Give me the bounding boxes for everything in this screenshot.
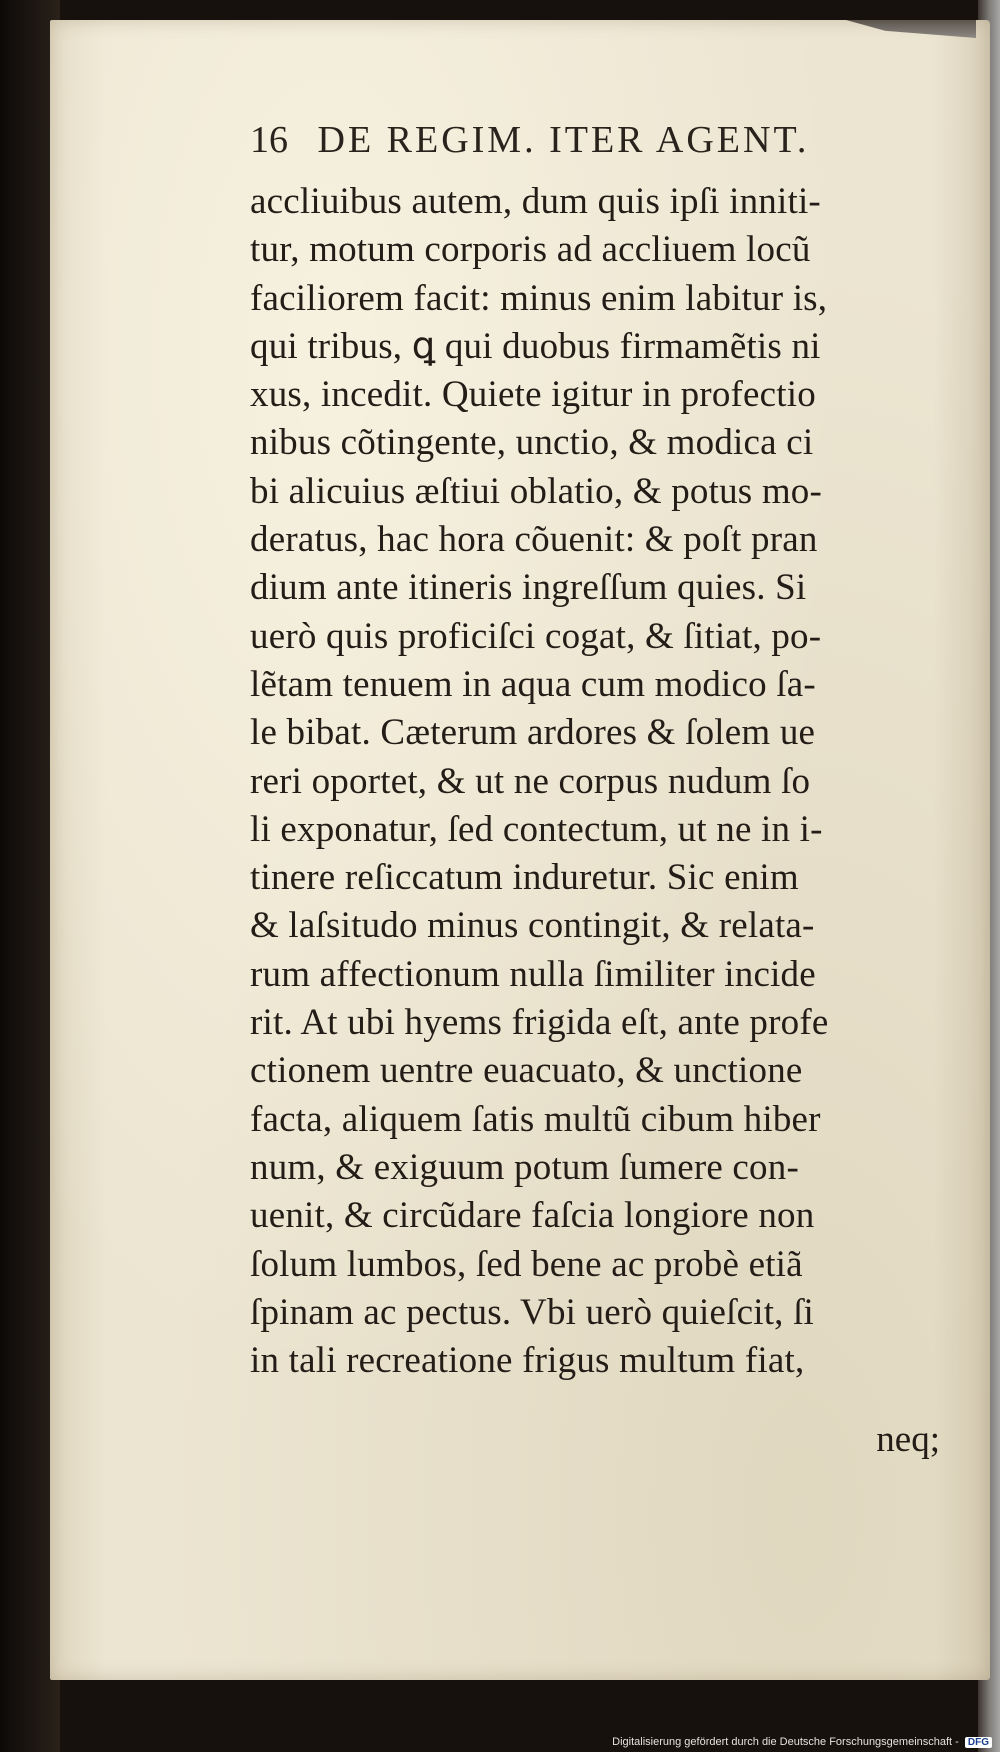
text-line: reri oportet, & ut ne corpus nudum ſo [250,760,811,802]
text-line: facta, aliquem ſatis multũ cibum hiber [250,1098,821,1140]
text-line: rit. At ubi hyems frigida eſt, ante profe [250,1002,829,1044]
text-line: ctionem uentre euacuato, & unctione [250,1050,803,1092]
text-line: num, & exiguum potum ſumere con- [250,1146,799,1188]
text-line: lẽtam tenuem in aqua cum modico ſa- [250,663,816,705]
text-line: uerò quis proficiſci cogat, & ſitiat, po- [250,615,822,657]
text-line: xus, incedit. Quiete igitur in profectio [250,374,816,416]
text-line: rum affectionum nulla ſimiliter incide [250,953,816,995]
running-head [250,118,930,162]
running-title: DE REGIM. ITER AGENT. [317,119,810,161]
text-line: uenit, & circũdare faſcia longiore non [250,1195,815,1237]
digitization-credit [612,1736,992,1748]
dfg-logo: DFG [965,1737,992,1748]
text-line: & laſsitudo minus contingit, & relata- [250,905,815,947]
credit-text: Digitalisierung gefördert durch die Deutsche Forschungsgemeinschaft - [612,1736,959,1748]
text-line: dium ante itineris ingreſſum quies. Si [250,567,807,609]
body-text [250,178,960,1385]
text-line: li exponatur, ſed contectum, ut ne in i- [250,808,823,850]
text-line: qui tribus, ꝗ qui duobus firmamẽtis ni [250,325,821,367]
text-line: deratus, hac hora cõuenit: & poſt pran [250,519,818,561]
text-line: in tali recreatione frigus multum fiat, [250,1340,805,1382]
text-line: faciliorem facit: minus enim labitur is, [250,277,828,319]
text-line: bi alicuius æſtiui oblatio, & potus mo- [250,470,823,512]
text-line: nibus cõtingente, unctio, & modica ci [250,422,814,464]
text-line: tur, motum corporis ad accliuem locũ [250,229,811,271]
text-line: ſolum lumbos, ſed bene ac probè etiã [250,1243,803,1285]
text-line: tinere reſiccatum induretur. Sic enim [250,857,799,899]
text-line: accliuibus autem, dum quis ipſi inniti- [250,181,821,222]
text-line: le bibat. Cæterum ardores & ſolem ue [250,712,816,754]
text-line: ſpinam ac pectus. Vbi uerò quieſcit, ſi [250,1291,815,1333]
catchword: neq; [876,1419,940,1460]
page-number: 16 [250,119,288,161]
